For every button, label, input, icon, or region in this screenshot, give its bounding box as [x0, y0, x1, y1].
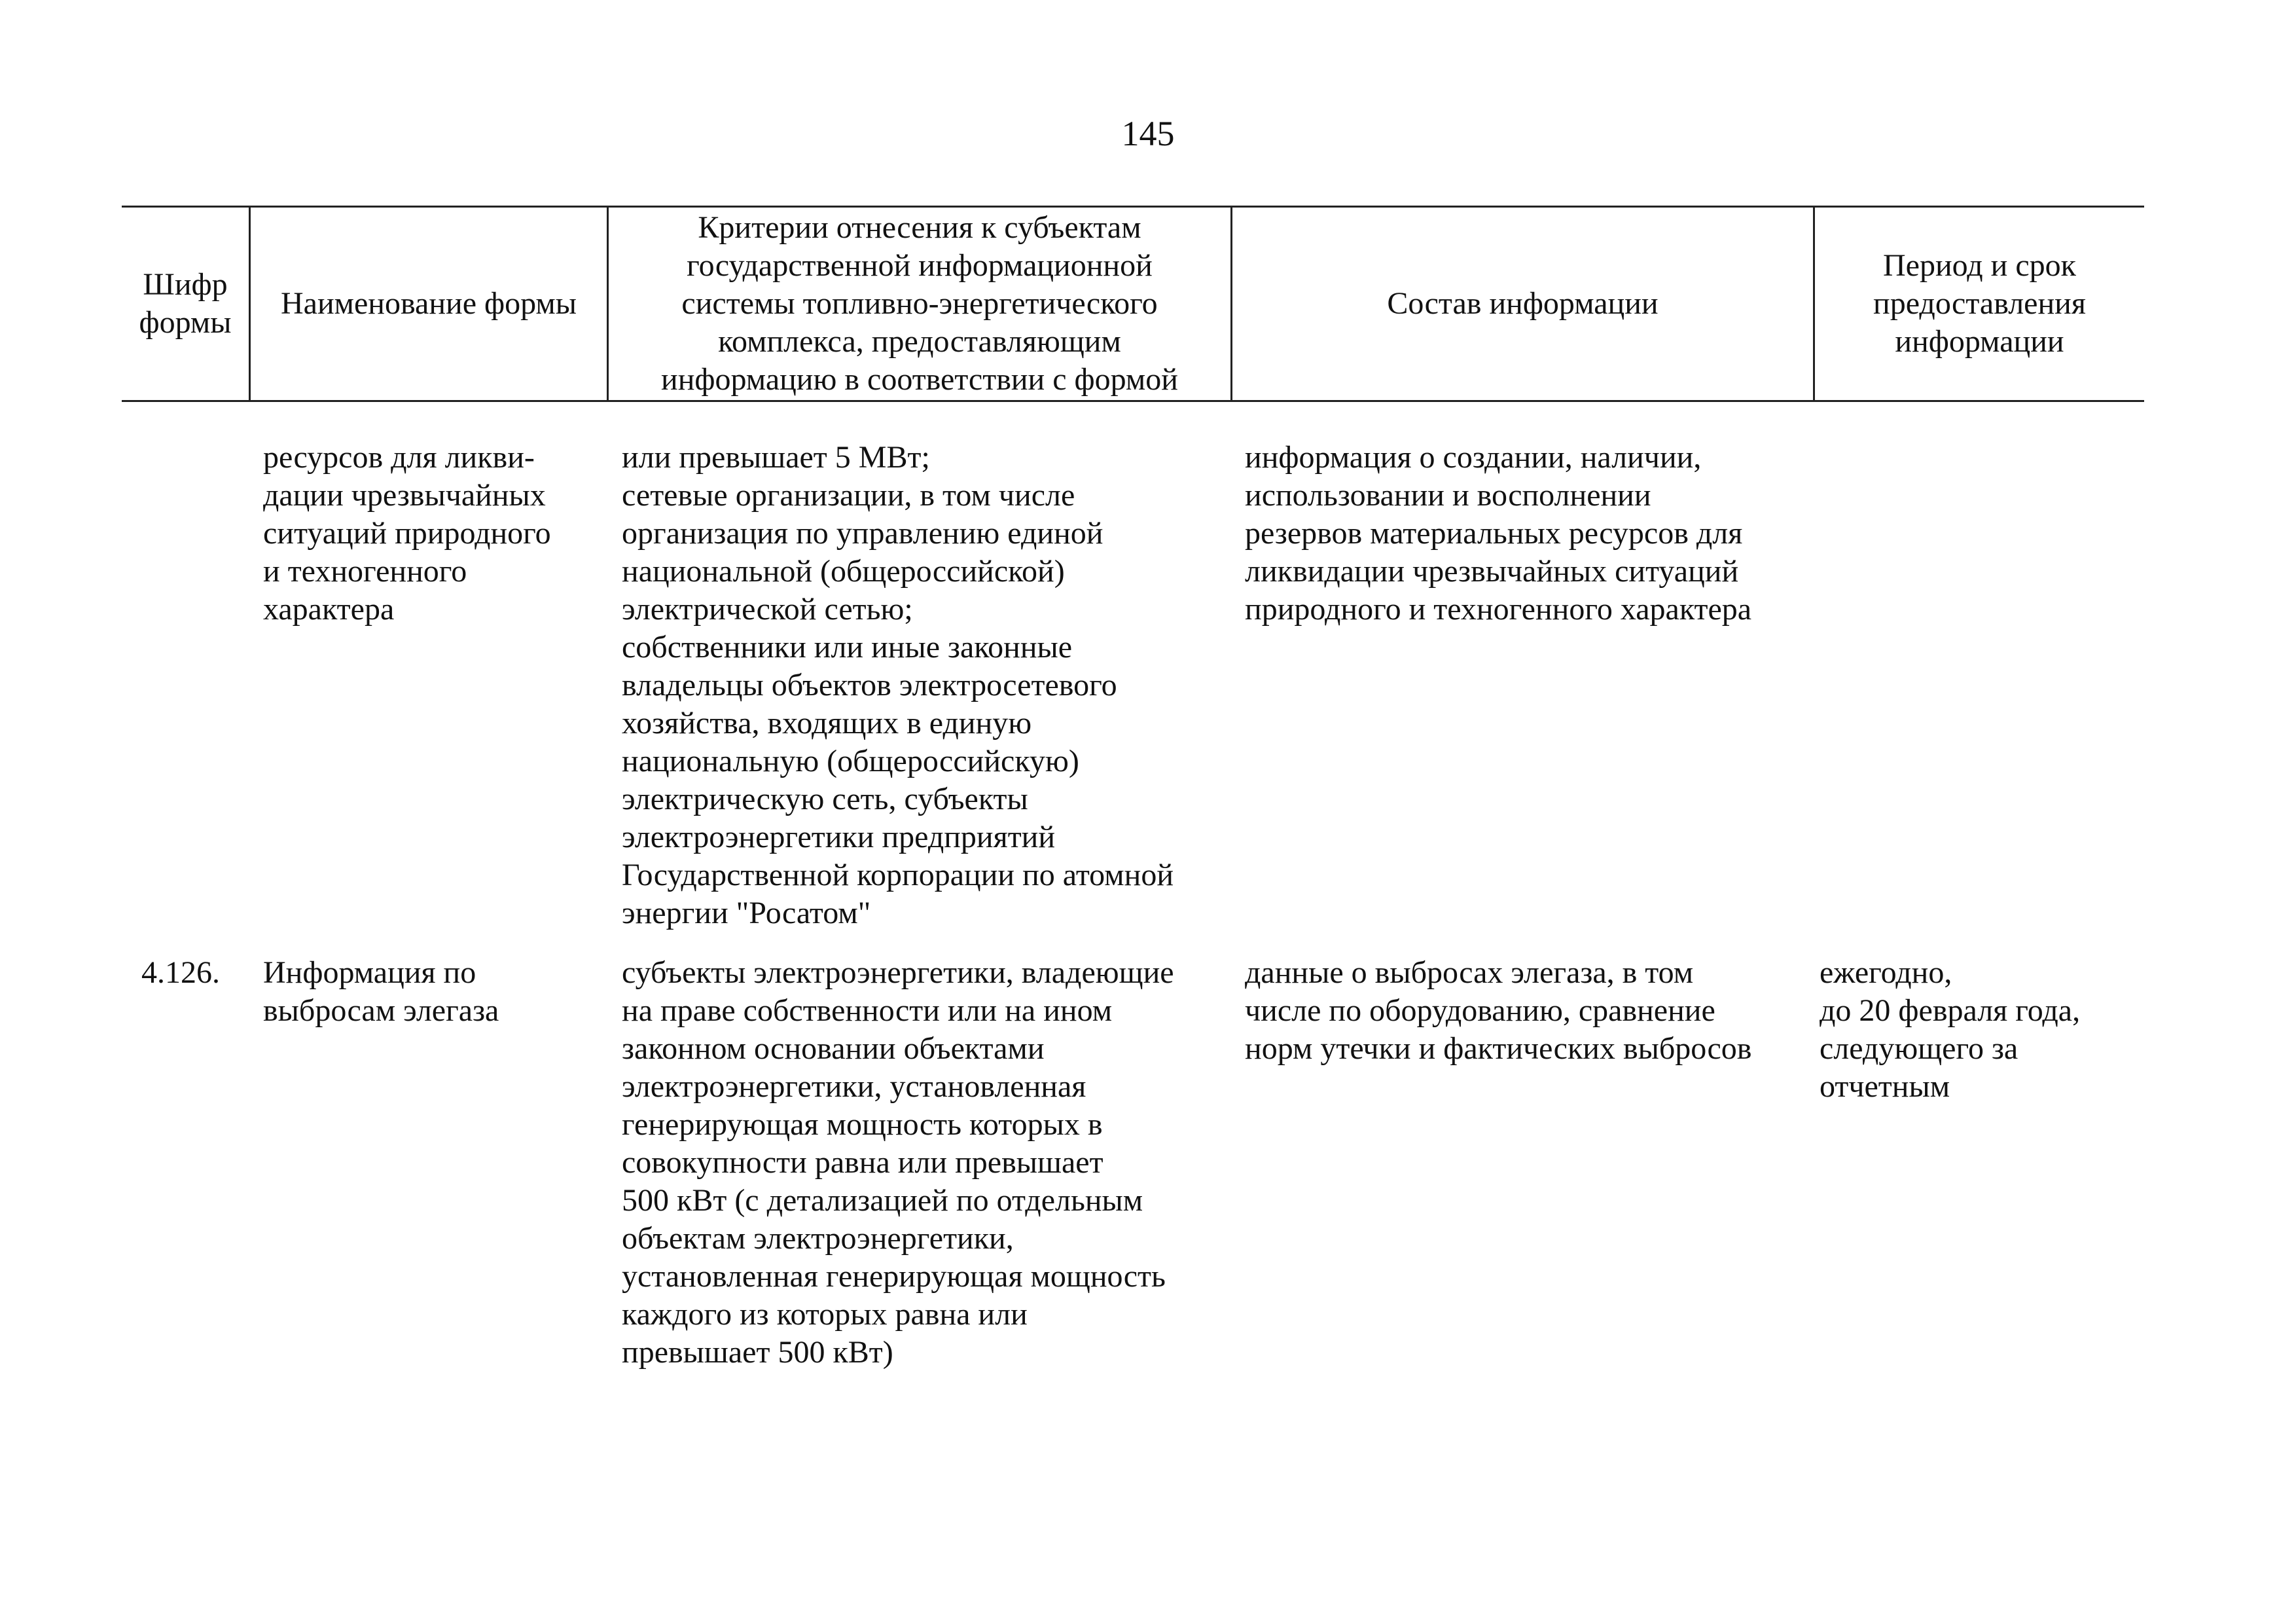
cell-line: использовании и восполнении [1245, 478, 1651, 513]
cell-line: выбросам элегаза [263, 993, 499, 1028]
header-line: системы топливно-энергетического [681, 286, 1158, 321]
cell-line: законном основании объектами [622, 1031, 1045, 1066]
header-line: формы [139, 305, 232, 340]
row2-name [263, 954, 499, 1030]
cell-line: или превышает 5 МВт; [622, 440, 930, 475]
forms-table [122, 206, 2144, 402]
cell-line: национальную (общероссийскую) [622, 744, 1079, 778]
cell-line: информация о создании, наличии, [1245, 440, 1702, 475]
cell-line: резервов материальных ресурсов для [1245, 516, 1743, 551]
table-header [122, 206, 2144, 402]
cell-line: 4.126. [141, 955, 220, 990]
header-line: Критерии отнесения к субъектам [698, 210, 1141, 245]
row2-period [1820, 954, 2080, 1106]
cell-line: характера [263, 592, 395, 627]
row2-criteria [622, 954, 1174, 1372]
cell-line: ликвидации чрезвычайных ситуаций [1245, 554, 1739, 589]
row1-name [263, 439, 551, 629]
cell-line: владельцы объектов электросетевого [622, 668, 1117, 702]
header-line: Период и срок [1882, 248, 2076, 283]
header-line: предоставления [1873, 286, 2086, 321]
header-period [1815, 208, 2144, 400]
header-line: информацию в соответствии с формой [661, 362, 1178, 397]
cell-line: 500 кВт (с детализацией по отдельным [622, 1183, 1143, 1218]
cell-line: каждого из которых равна или [622, 1297, 1028, 1332]
header-criteria [609, 208, 1230, 400]
cell-line: хозяйства, входящих в единую [622, 706, 1032, 740]
row1-content [1245, 439, 1751, 629]
cell-line: до 20 февраля года, [1820, 993, 2081, 1028]
cell-line: Информация по [263, 955, 476, 990]
cell-line: собственники или иные законные [622, 630, 1073, 665]
cell-line: генерирующая мощность которых в [622, 1107, 1103, 1142]
cell-line: норм утечки и фактических выбросов [1245, 1031, 1752, 1066]
cell-line: совокупности равна или превышает [622, 1145, 1103, 1180]
cell-line: объектам электроэнергетики, [622, 1221, 1014, 1256]
cell-line: электрической сетью; [622, 592, 913, 627]
cell-line: данные о выбросах элегаза, в том [1245, 955, 1694, 990]
header-line: государственной информационной [687, 248, 1153, 283]
cell-line: установленная генерирующая мощность [622, 1259, 1166, 1294]
header-line: комплекса, предоставляющим [718, 324, 1121, 359]
cell-line: ежегодно, [1820, 955, 1952, 990]
cell-line: и техногенного [263, 554, 467, 589]
header-line: Наименование формы [280, 286, 577, 321]
header-line: Состав информации [1387, 286, 1659, 321]
cell-line: электроэнергетики предприятий [622, 820, 1056, 854]
cell-line: Государственной корпорации по атомной [622, 858, 1174, 892]
cell-line: организация по управлению единой [622, 516, 1103, 551]
cell-line: превышает 500 кВт) [622, 1335, 893, 1370]
row1-criteria [622, 439, 1174, 932]
cell-line: природного и техногенного характера [1245, 592, 1752, 627]
cell-line: дации чрезвычайных [263, 478, 546, 513]
cell-line: на праве собственности или на ином [622, 993, 1113, 1028]
cell-line: следующего за [1820, 1031, 2018, 1066]
cell-line: электроэнергетики, установленная [622, 1069, 1086, 1104]
header-code [122, 208, 249, 400]
cell-line: сетевые организации, в том числе [622, 478, 1075, 513]
cell-line: числе по оборудованию, сравнение [1245, 993, 1715, 1028]
header-line: информации [1895, 324, 2064, 359]
cell-line: ресурсов для ликви- [263, 440, 535, 475]
cell-line: энергии "Росатом" [622, 896, 871, 930]
header-line: Шифр [143, 267, 228, 302]
page-number: 145 [1121, 114, 1175, 153]
cell-line: национальной (общероссийской) [622, 554, 1065, 589]
row2-code [141, 954, 220, 992]
row2-content [1245, 954, 1751, 1068]
header-name [251, 208, 607, 400]
header-content [1232, 208, 1813, 400]
cell-line: ситуаций природного [263, 516, 551, 551]
cell-line: субъекты электроэнергетики, владеющие [622, 955, 1174, 990]
cell-line: отчетным [1820, 1069, 1950, 1104]
cell-line: электрическую сеть, субъекты [622, 782, 1028, 816]
